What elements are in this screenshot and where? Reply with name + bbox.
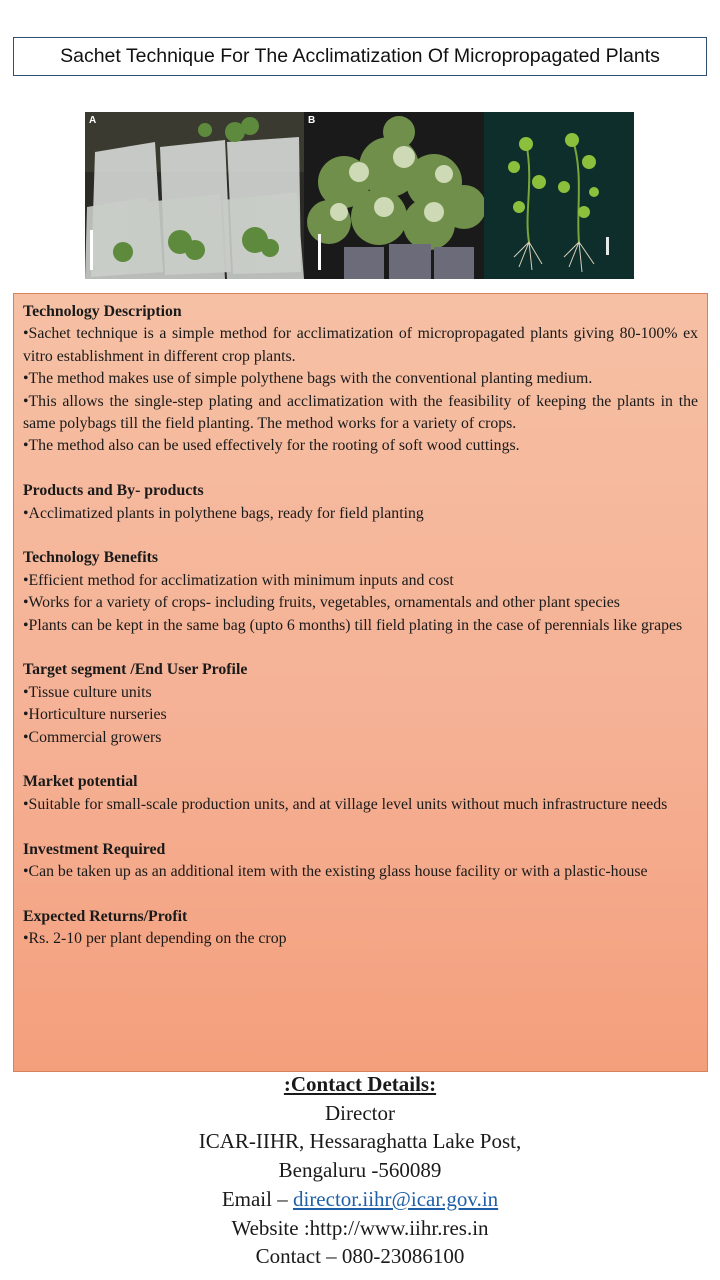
section-line: •Efficient method for acclimatization with minimum inputs and cost bbox=[23, 571, 454, 589]
section-heading: Investment Required bbox=[23, 840, 166, 858]
contact-line: ICAR-IIHR, Hessaraghatta Lake Post, bbox=[198, 1129, 522, 1154]
section-line: •The method also can be used effectively for the rooting of soft wood cuttings. bbox=[23, 437, 520, 455]
photo-strip bbox=[85, 112, 634, 279]
section-line: •Tissue culture units bbox=[23, 683, 152, 701]
photo-sachets bbox=[85, 112, 304, 279]
contact-phone: Contact – 080-23086100 bbox=[255, 1244, 465, 1269]
technology-panel bbox=[13, 293, 708, 1072]
section-heading: Technology Description bbox=[23, 303, 182, 320]
contact-line: Director bbox=[325, 1100, 395, 1125]
contact-email-row bbox=[0, 1185, 720, 1214]
section-returns bbox=[23, 906, 698, 951]
section-heading: Market potential bbox=[23, 773, 138, 791]
email-prefix: Email – bbox=[221, 1186, 293, 1211]
section-technology-description bbox=[23, 301, 698, 458]
page-title bbox=[13, 37, 707, 76]
photo-rooted-plantlets bbox=[484, 112, 634, 279]
section-market-potential bbox=[23, 771, 698, 816]
email-link[interactable]: director.iihr@icar.gov.in bbox=[292, 1186, 499, 1211]
section-line: •Suitable for small-scale production units, and at village level units without much infrastructure needs bbox=[23, 795, 668, 813]
section-line: •Acclimatized plants in polythene bags, ready for field planting bbox=[23, 504, 424, 522]
section-line: •The method makes use of simple polythene bags with the conventional planting medium. bbox=[23, 370, 593, 388]
section-line: •Plants can be kept in the same bag (upto 6 months) till field plating in the case of perennials like grapes bbox=[23, 616, 683, 634]
title-text: Sachet Technique For The Acclimatization Of Micropropagated Plants bbox=[60, 45, 660, 67]
section-benefits bbox=[23, 547, 698, 637]
section-heading: Products and By- products bbox=[23, 482, 204, 500]
photo-label-b: B bbox=[308, 115, 316, 126]
section-heading: Technology Benefits bbox=[23, 549, 159, 567]
contact-line: Bengaluru -560089 bbox=[278, 1158, 442, 1183]
contact-details bbox=[0, 1070, 720, 1271]
contact-heading: :Contact Details: bbox=[283, 1072, 437, 1096]
section-line: •This allows the single-step plating and acclimatization with the feasibility of keeping the plants in the same polybags till the field planting. The method works for a variety of crops. bbox=[23, 392, 698, 433]
section-line: •Can be taken up as an additional item with the existing glass house facility or with a plastic-house bbox=[23, 863, 648, 881]
section-heading: Target segment /End User Profile bbox=[23, 661, 248, 679]
photo-label-a: A bbox=[89, 115, 97, 126]
section-target-segment bbox=[23, 659, 698, 749]
section-line: •Sachet technique is a simple method for acclimatization of micropropagated plants giving 80-100% ex vitro establishment in different crop plants. bbox=[23, 325, 698, 365]
section-line: •Horticulture nurseries bbox=[23, 706, 167, 724]
photo-grape-polybags bbox=[304, 112, 484, 279]
section-line: •Rs. 2-10 per plant depending on the crop bbox=[23, 930, 287, 948]
section-heading: Expected Returns/Profit bbox=[23, 907, 188, 925]
contact-website: Website :http://www.iihr.res.in bbox=[231, 1215, 489, 1240]
section-line: •Commercial growers bbox=[23, 728, 162, 746]
section-investment bbox=[23, 839, 698, 884]
section-line: •Works for a variety of crops- including fruits, vegetables, ornamentals and other plant species bbox=[23, 594, 620, 612]
section-products bbox=[23, 480, 698, 525]
